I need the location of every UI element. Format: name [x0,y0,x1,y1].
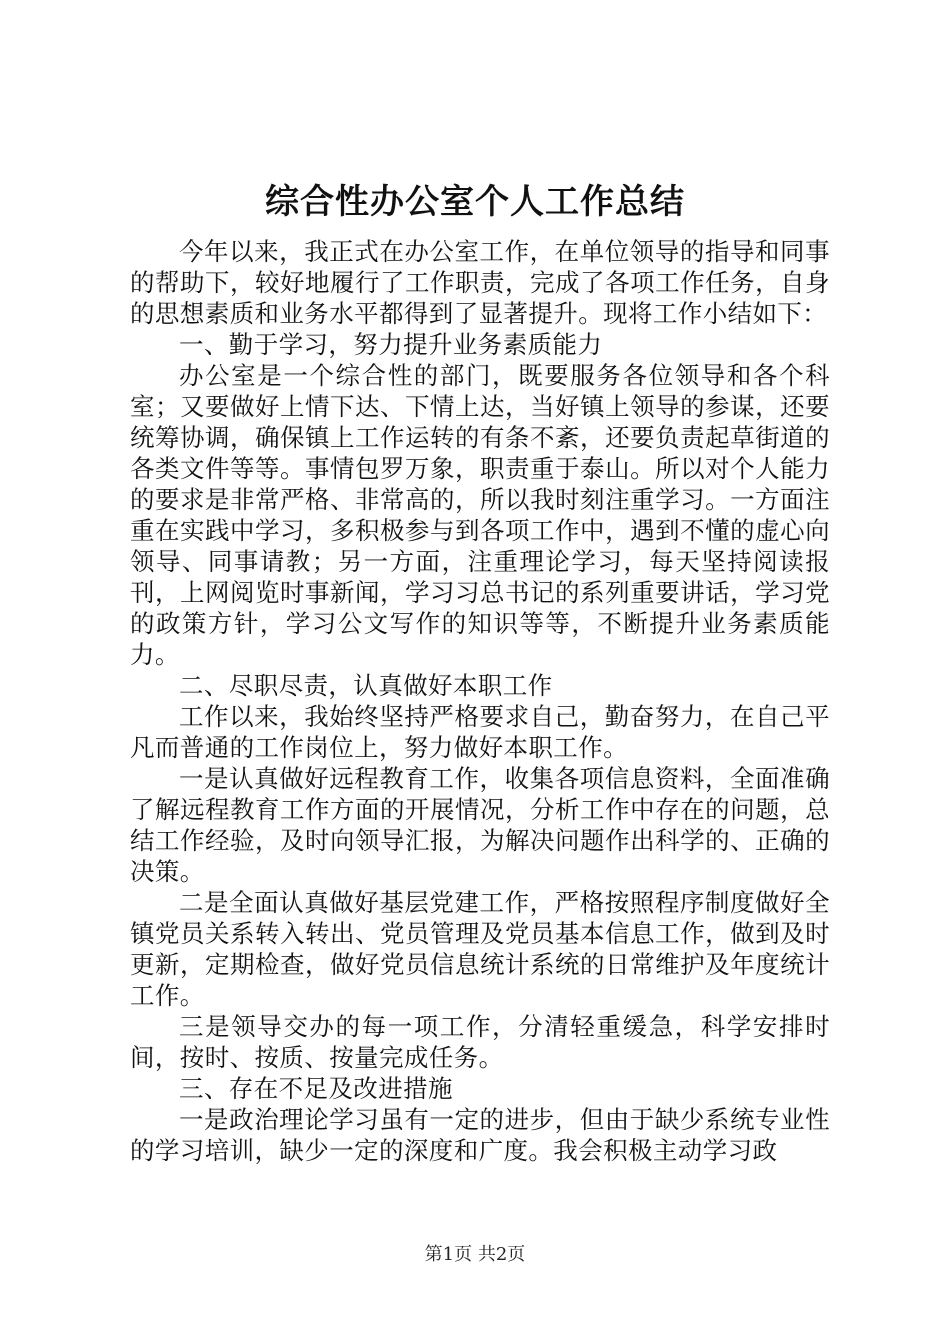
paragraph-intro: 今年以来，我正式在办公室工作，在单位领导的指导和同事的帮助下，较好地履行了工作职责，完成了各项工作任务，自身的思想素质和业务水平都得到了显著提升。现将工作小结如下： [130,237,830,328]
paragraph-section-1: 办公室是一个综合性的部门，既要服务各位领导和各个科室；又要做好上情下达、下情上达，当好镇上领导的参谋，还要统筹协调，确保镇上工作运转的有条不紊，还要负责起草街道的各类文件等等。事情包罗万象，职责重于泰山。所以对个人能力的要求是非常严格、非常高的，所以我时刻注重学习。一方面注重在实践中学习，多积极参与到各项工作中，遇到不懂的虚心向领导、同事请教；另一方面，注重理论学习，每天坚持阅读报刊，上网阅览时事新闻，学习习总书记的系列重要讲话，学习党的政策方针，学习公文写作的知识等等，不断提升业务素质能力。 [130,361,830,669]
paragraph-item-3: 三是领导交办的每一项工作，分清轻重缓急，科学安排时间，按时、按质、按量完成任务。 [130,1012,830,1072]
section-heading-3: 三、存在不足及改进措施 [179,1074,453,1103]
paragraph-item-1: 一是认真做好远程教育工作，收集各项信息资料，全面准确了解远程教育工作方面的开展情况，分析工作中存在的问题，总结工作经验，及时向领导汇报，为解决问题作出科学的、正确的决策。 [130,764,830,886]
section-heading-2: 二、尽职尽责，认真做好本职工作 [179,671,553,700]
section-heading-1: 一、勤于学习，努力提升业务素质能力 [179,330,603,359]
paragraph-section-3: 一是政治理论学习虽有一定的进步，但由于缺少系统专业性的学习培训，缺少一定的深度和广度。我会积极主动学习政 [130,1105,830,1165]
page-footer: 第1页 共2页 [424,1244,526,1265]
paragraph-item-2: 二是全面认真做好基层党建工作，严格按照程序制度做好全镇党员关系转入转出、党员管理及党员基本信息工作，做到及时更新，定期检查，做好党员信息统计系统的日常维护及年度统计工作。 [130,888,830,1010]
document-title: 综合性办公室个人工作总结 [265,182,685,222]
document-body [130,236,830,1166]
paragraph-section-2-intro: 工作以来，我始终坚持严格要求自己，勤奋努力，在自己平凡而普通的工作岗位上，努力做好本职工作。 [130,702,830,762]
